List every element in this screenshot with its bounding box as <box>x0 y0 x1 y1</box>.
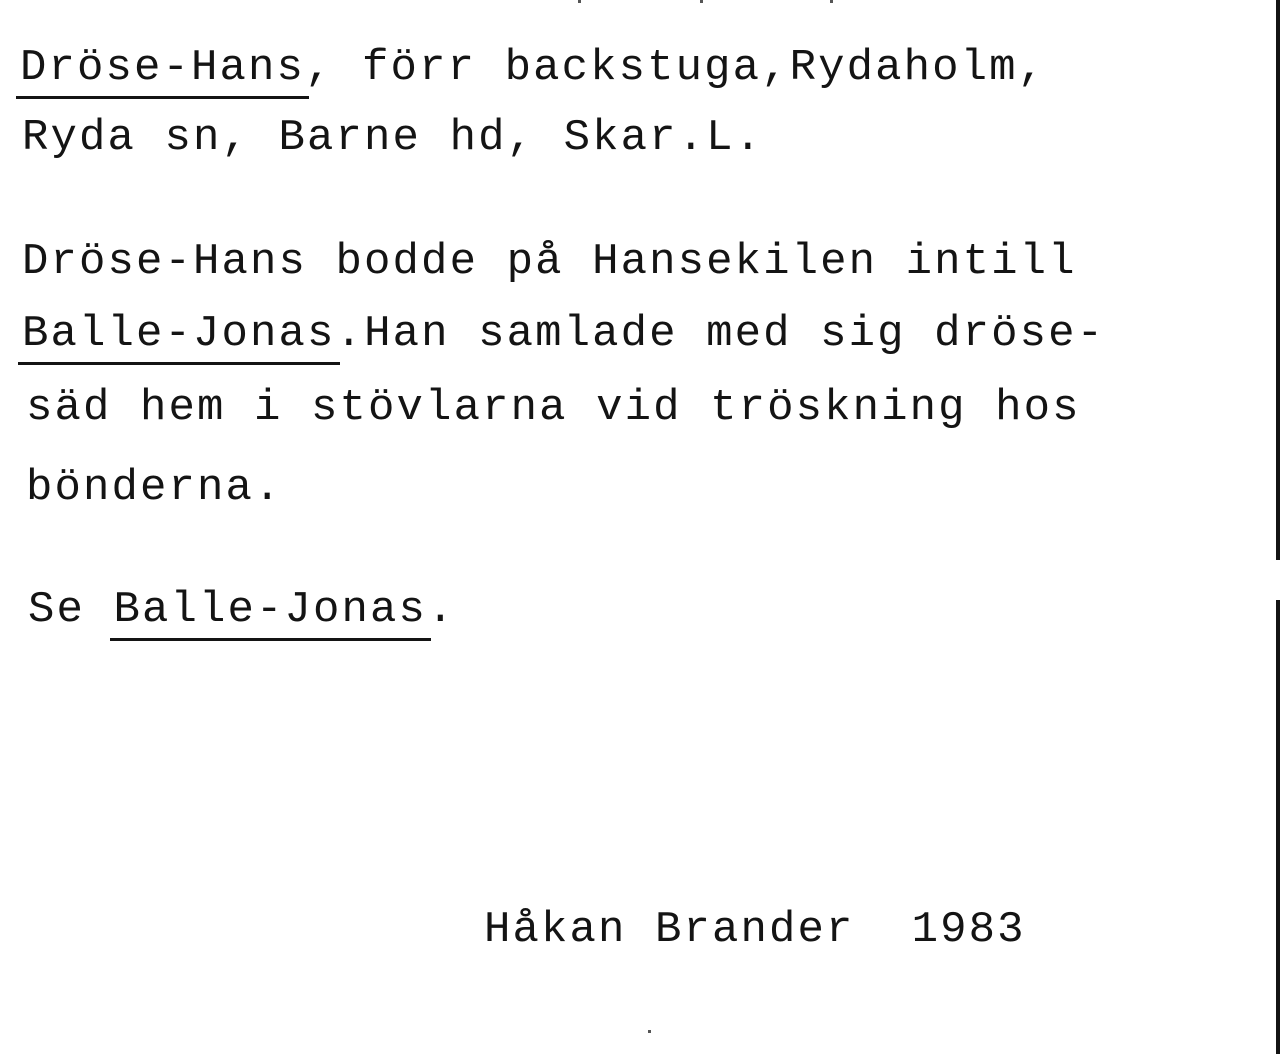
card-edge-line-lower <box>1276 600 1280 1054</box>
body-line-3: säd hem i stövlarna vid tröskning hos <box>26 383 1081 433</box>
card-edge-line-upper <box>1276 0 1280 560</box>
scan-speck <box>830 0 833 3</box>
see-also-prefix: Se <box>28 585 114 635</box>
body-line-2 <box>22 308 1105 360</box>
see-also-suffix: . <box>427 585 456 635</box>
body-line-4: bönderna. <box>26 463 283 513</box>
see-also-line <box>28 584 456 636</box>
see-also-reference: Balle-Jonas <box>113 585 428 635</box>
body-line-1: Dröse-Hans bodde på Hansekilen intill <box>22 237 1077 287</box>
body-line-2-rest: .Han samlade med sig dröse- <box>335 309 1106 359</box>
signature-year: 1983 <box>911 905 1026 955</box>
heading-line <box>20 42 1046 94</box>
scan-speck <box>648 1030 651 1033</box>
signature-gap <box>855 905 912 955</box>
scan-speck <box>700 0 703 3</box>
balle-jonas-reference: Balle-Jonas <box>22 309 336 359</box>
location-line: Ryda sn, Barne hd, Skar.L. <box>22 113 764 163</box>
signature-line <box>484 904 1026 956</box>
signature-author: Håkan Brander <box>484 905 855 955</box>
scan-speck <box>578 0 581 3</box>
heading-rest: , förr backstuga,Rydaholm, <box>305 43 1047 93</box>
heading-name: Dröse-Hans <box>20 43 306 93</box>
